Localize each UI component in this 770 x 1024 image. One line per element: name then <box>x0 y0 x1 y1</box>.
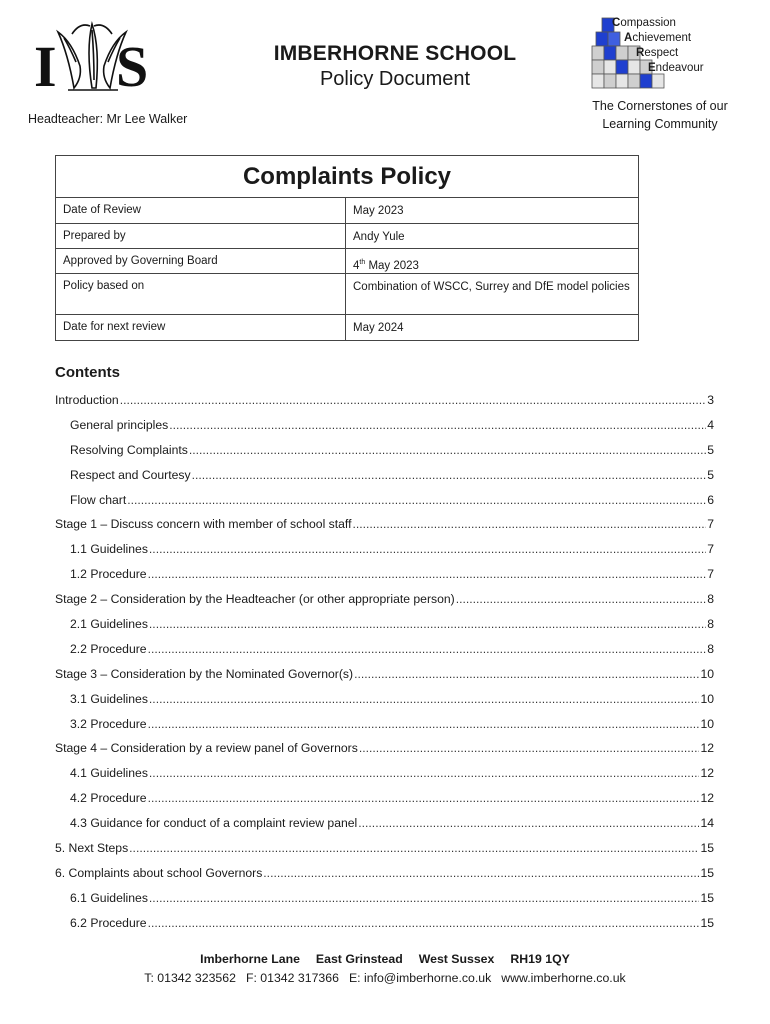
toc-leader-dots <box>148 642 707 656</box>
care-value-achievement: Achievement <box>624 32 692 44</box>
toc-entry-label[interactable]: 4.3 Guidance for conduct of a complaint review panel <box>70 816 358 831</box>
toc-entry[interactable] <box>55 617 714 642</box>
toc-leader-dots <box>192 468 707 482</box>
toc-entry-page[interactable]: 5 <box>707 442 714 457</box>
toc-entry-label[interactable]: Respect and Courtesy <box>70 467 191 482</box>
toc-leader-dots <box>148 916 700 930</box>
toc-entry-page[interactable]: 15 <box>700 890 714 905</box>
toc-entry-label[interactable]: General principles <box>70 417 169 432</box>
toc-entry[interactable] <box>55 791 714 816</box>
footer-address: Imberhorne Lane East Grinstead West Sussex RH19 1QY <box>200 952 570 966</box>
toc-entry-page[interactable]: 12 <box>700 741 714 756</box>
footer-fax: F: 01342 317366 <box>245 971 339 985</box>
toc-leader-dots <box>149 542 706 556</box>
toc-entry-page[interactable]: 12 <box>700 766 714 781</box>
cornerstones-tagline: The Cornerstones of our Learning Community <box>592 99 728 131</box>
toc-entry-label[interactable]: 1.2 Procedure <box>70 567 147 582</box>
toc-entry[interactable] <box>55 393 714 418</box>
toc-entry[interactable] <box>55 493 714 518</box>
toc-leader-dots <box>359 741 700 755</box>
toc-entry-label[interactable]: 6.2 Procedure <box>70 915 147 930</box>
toc-entry-label[interactable]: 6. Complaints about school Governors <box>55 865 263 880</box>
toc-entry-label[interactable]: 6.1 Guidelines <box>70 890 148 905</box>
footer-phone: T: 01342 323562 <box>144 971 236 985</box>
toc-entry[interactable] <box>55 717 714 742</box>
policy-row-policy-based-on: Policy based on Combination of WSCC, Surrey and DfE model policies <box>56 274 638 315</box>
toc-entry-label[interactable]: Flow chart <box>70 492 127 507</box>
toc-entry-page[interactable]: 8 <box>707 592 714 607</box>
toc-entry-label[interactable]: 1.1 Guidelines <box>70 542 148 557</box>
toc-entry-page[interactable]: 7 <box>707 567 714 582</box>
toc-entry-label[interactable]: 4.2 Procedure <box>70 791 147 806</box>
toc-entry-page[interactable]: 3 <box>707 393 714 407</box>
toc-entry[interactable] <box>55 916 714 941</box>
toc-leader-dots <box>148 717 700 731</box>
toc-leader-dots <box>120 393 707 407</box>
policy-row-approved-by: Approved by Governing Board 4th May 2023 <box>56 249 638 274</box>
toc-entry-label[interactable]: Stage 4 – Consideration by a review panel of Governors <box>55 741 358 756</box>
care-value-endeavour: Endeavour <box>648 62 704 74</box>
toc-leader-dots <box>169 418 706 432</box>
toc-entry-page[interactable]: 15 <box>700 915 714 930</box>
footer-website-link[interactable]: www.imberhorne.co.uk <box>501 971 626 985</box>
care-values-list <box>612 16 704 76</box>
toc-entry[interactable] <box>55 642 714 667</box>
toc-entry-label[interactable]: 3.1 Guidelines <box>70 691 148 706</box>
toc-leader-dots <box>358 816 699 830</box>
footer-email-link[interactable]: E: info@imberhorne.co.uk <box>348 971 492 985</box>
toc-leader-dots <box>149 692 700 706</box>
toc-entry-page[interactable]: 15 <box>700 841 714 856</box>
policy-row-date-of-review: Date of Review May 2023 <box>56 198 638 224</box>
toc-entry[interactable] <box>55 741 714 766</box>
toc-leader-dots <box>148 567 707 581</box>
toc-leader-dots <box>127 493 706 507</box>
toc-entry-label[interactable]: 4.1 Guidelines <box>70 766 148 781</box>
toc-leader-dots <box>149 766 700 780</box>
toc-entry-page[interactable]: 6 <box>707 492 714 507</box>
footer-contact <box>0 969 770 988</box>
contents-heading: Contents <box>55 364 120 381</box>
toc-entry-label[interactable]: Stage 1 – Discuss concern with member of school staff <box>55 517 352 532</box>
toc-leader-dots <box>149 891 700 905</box>
toc-entry-page[interactable]: 4 <box>707 417 714 432</box>
toc-leader-dots <box>354 667 699 681</box>
toc-leader-dots <box>263 866 699 880</box>
svg-text:S: S <box>116 34 149 94</box>
school-crest-logo <box>28 14 158 94</box>
toc-entry[interactable] <box>55 841 714 866</box>
toc-entry-page[interactable]: 12 <box>700 791 714 806</box>
toc-entry-label[interactable]: Stage 3 – Consideration by the Nominated Governor(s) <box>55 666 354 681</box>
policy-row-prepared-by: Prepared by Andy Yule <box>56 224 638 249</box>
toc-leader-dots <box>148 791 700 805</box>
policy-title: Complaints Policy <box>56 156 638 198</box>
toc-entry-page[interactable]: 10 <box>700 666 714 681</box>
toc-entry[interactable] <box>55 866 714 891</box>
toc-entry-label[interactable]: 2.2 Procedure <box>70 641 147 656</box>
table-of-contents <box>55 393 714 941</box>
toc-entry-page[interactable]: 10 <box>700 716 714 731</box>
toc-entry[interactable] <box>55 667 714 692</box>
document-type: Policy Document <box>319 68 471 90</box>
svg-text:I: I <box>34 34 57 94</box>
toc-entry-label[interactable]: Stage 2 – Consideration by the Headteacher (or other appropriate person) <box>55 592 455 607</box>
toc-entry-label[interactable]: 3.2 Procedure <box>70 716 147 731</box>
toc-entry[interactable] <box>55 517 714 542</box>
toc-entry[interactable] <box>55 567 714 592</box>
toc-entry-page[interactable]: 8 <box>707 641 714 656</box>
toc-entry-page[interactable]: 15 <box>700 865 714 880</box>
school-name: IMBERHORNE SCHOOL <box>273 42 517 65</box>
headteacher-name: Headteacher: Mr Lee Walker <box>28 112 188 126</box>
toc-entry[interactable] <box>55 816 714 841</box>
toc-entry[interactable] <box>55 443 714 468</box>
toc-entry-page[interactable]: 8 <box>707 617 714 632</box>
school-title-block <box>240 42 550 91</box>
toc-entry[interactable] <box>55 418 714 443</box>
care-value-respect: Respect <box>636 47 679 59</box>
toc-entry-page[interactable]: 10 <box>700 691 714 706</box>
toc-entry[interactable] <box>55 692 714 717</box>
toc-entry[interactable] <box>55 542 714 567</box>
policy-row-next-review: Date for next review May 2024 <box>56 315 638 340</box>
toc-entry-page[interactable]: 7 <box>707 517 714 532</box>
toc-entry[interactable] <box>55 592 714 617</box>
care-value-compassion: Compassion <box>612 17 676 29</box>
document-header <box>0 0 770 140</box>
toc-leader-dots <box>189 443 706 457</box>
toc-entry-page[interactable]: 14 <box>700 816 714 831</box>
document-footer <box>0 950 770 988</box>
toc-leader-dots <box>149 617 706 631</box>
policy-info-table <box>55 155 639 341</box>
toc-entry-label[interactable]: Introduction <box>55 393 119 407</box>
toc-entry[interactable] <box>55 468 714 493</box>
toc-entry[interactable] <box>55 891 714 916</box>
toc-leader-dots <box>352 517 706 531</box>
toc-leader-dots <box>129 841 699 855</box>
toc-entry-page[interactable]: 7 <box>707 542 714 557</box>
toc-entry-label[interactable]: 2.1 Guidelines <box>70 617 148 632</box>
toc-entry-label[interactable]: Resolving Complaints <box>70 442 188 457</box>
toc-entry[interactable] <box>55 766 714 791</box>
toc-entry-label[interactable]: 5. Next Steps <box>55 841 129 856</box>
toc-leader-dots <box>456 592 706 606</box>
toc-entry-page[interactable]: 5 <box>707 467 714 482</box>
